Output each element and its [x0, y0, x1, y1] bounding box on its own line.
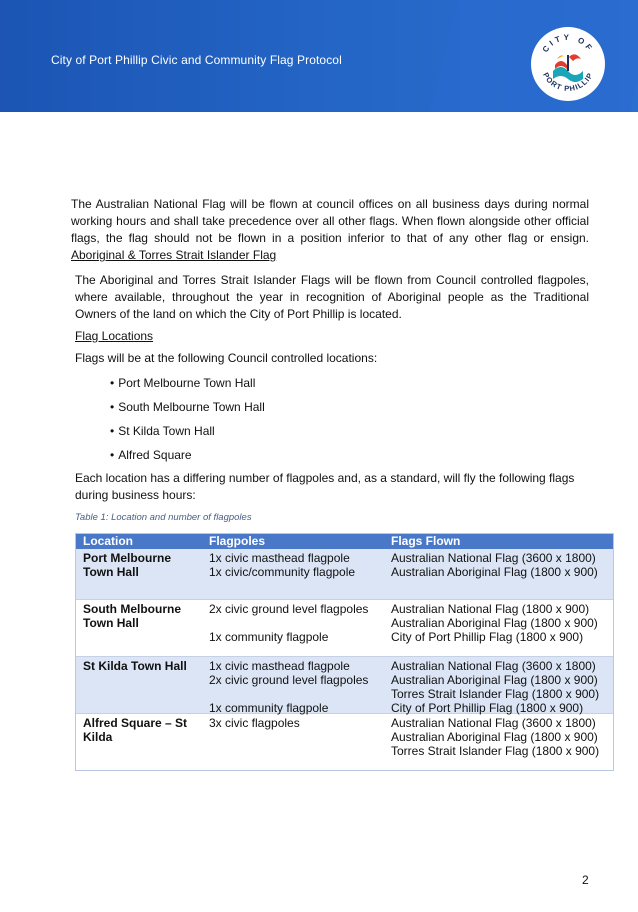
list-item: • South Melbourne Town Hall [110, 400, 265, 414]
table-caption: Table 1: Location and number of flagpoles [75, 512, 252, 523]
cell-flagpoles: 1x civic masthead flagpole 1x civic/community flagpole [209, 551, 356, 579]
page-number: 2 [582, 873, 589, 887]
list-item: • St Kilda Town Hall [110, 424, 215, 438]
city-logo [531, 27, 605, 101]
table-row [76, 656, 613, 713]
table-header-row [76, 534, 613, 549]
logo-text-top: CITY OF [540, 32, 596, 55]
cell-flagpoles: 3x civic flagpoles [209, 716, 300, 730]
cell-flags-flown: Australian National Flag (1800 x 900) Australian Aboriginal Flag (1800 x 900) City of Port Phillip Flag (1800 x 900) [391, 602, 598, 644]
cell-flagpoles: 2x civic ground level flagpoles 1x community flagpole [209, 602, 369, 644]
table-row [76, 549, 613, 599]
heading-flag-locations: Flag Locations [75, 329, 154, 343]
logo-text-bottom: PORT PHILLIP [541, 70, 595, 94]
cell-location: Alfred Square – St Kilda [83, 716, 188, 744]
column-header-flags-flown: Flags Flown [391, 534, 461, 548]
flagpoles-table [75, 533, 614, 771]
paragraph-locations-intro: Flags will be at the following Council controlled locations: [75, 351, 378, 365]
paragraph-flagpoles-intro: Each location has a differing number of flagpoles and, as a standard, will fly the following flags during business hours: [75, 471, 575, 502]
column-header-location: Location [83, 534, 133, 548]
cell-location: South Melbourne Town Hall [83, 602, 181, 630]
paragraph-aboriginal-flags: The Aboriginal and Torres Strait Islander Flags will be flown from Council controlled flagpoles, where available, throughout the year in recognition of Aboriginal people as the Traditional Owners of the land on which the City of Port Phillip is located. [75, 273, 589, 321]
cell-flags-flown: Australian National Flag (3600 x 1800) Australian Aboriginal Flag (1800 x 900) Torres Strait Islander Flag (1800 x 900) City of Port Phillip Flag (1800 x 900) [391, 659, 600, 715]
header-title: City of Port Phillip Civic and Community Flag Protocol [51, 53, 342, 67]
svg-text:CITY OF [541, 33, 596, 54]
cell-flags-flown: Australian National Flag (3600 x 1800) Australian Aboriginal Flag (1800 x 900) Torres Strait Islander Flag (1800 x 900) [391, 716, 600, 758]
cell-flagpoles: 1x civic masthead flagpole 2x civic ground level flagpoles 1x community flagpole [209, 659, 369, 715]
table-row [76, 599, 613, 656]
list-item: • Alfred Square [110, 448, 192, 462]
locations-list [110, 375, 265, 471]
cell-location: Port Melbourne Town Hall [83, 551, 172, 579]
heading-aboriginal-flag: Aboriginal & Torres Strait Islander Flag [71, 248, 277, 262]
cell-flags-flown: Australian National Flag (3600 x 1800) Australian Aboriginal Flag (1800 x 900) [391, 551, 598, 579]
cell-location: St Kilda Town Hall [83, 659, 187, 673]
paragraph-national-flag [71, 196, 589, 264]
header-band [0, 0, 638, 112]
table-row [76, 713, 613, 770]
paragraph-national-flag-text: The Australian National Flag will be flown at council offices on all business days during normal working hours and shall take precedence over all other flags. When flown alongside other official flags, the flag should not be flown in a position inferior to that of any other flag or ensign. [71, 197, 589, 245]
list-item: • Port Melbourne Town Hall [110, 376, 256, 390]
column-header-flagpoles: Flagpoles [209, 534, 266, 548]
